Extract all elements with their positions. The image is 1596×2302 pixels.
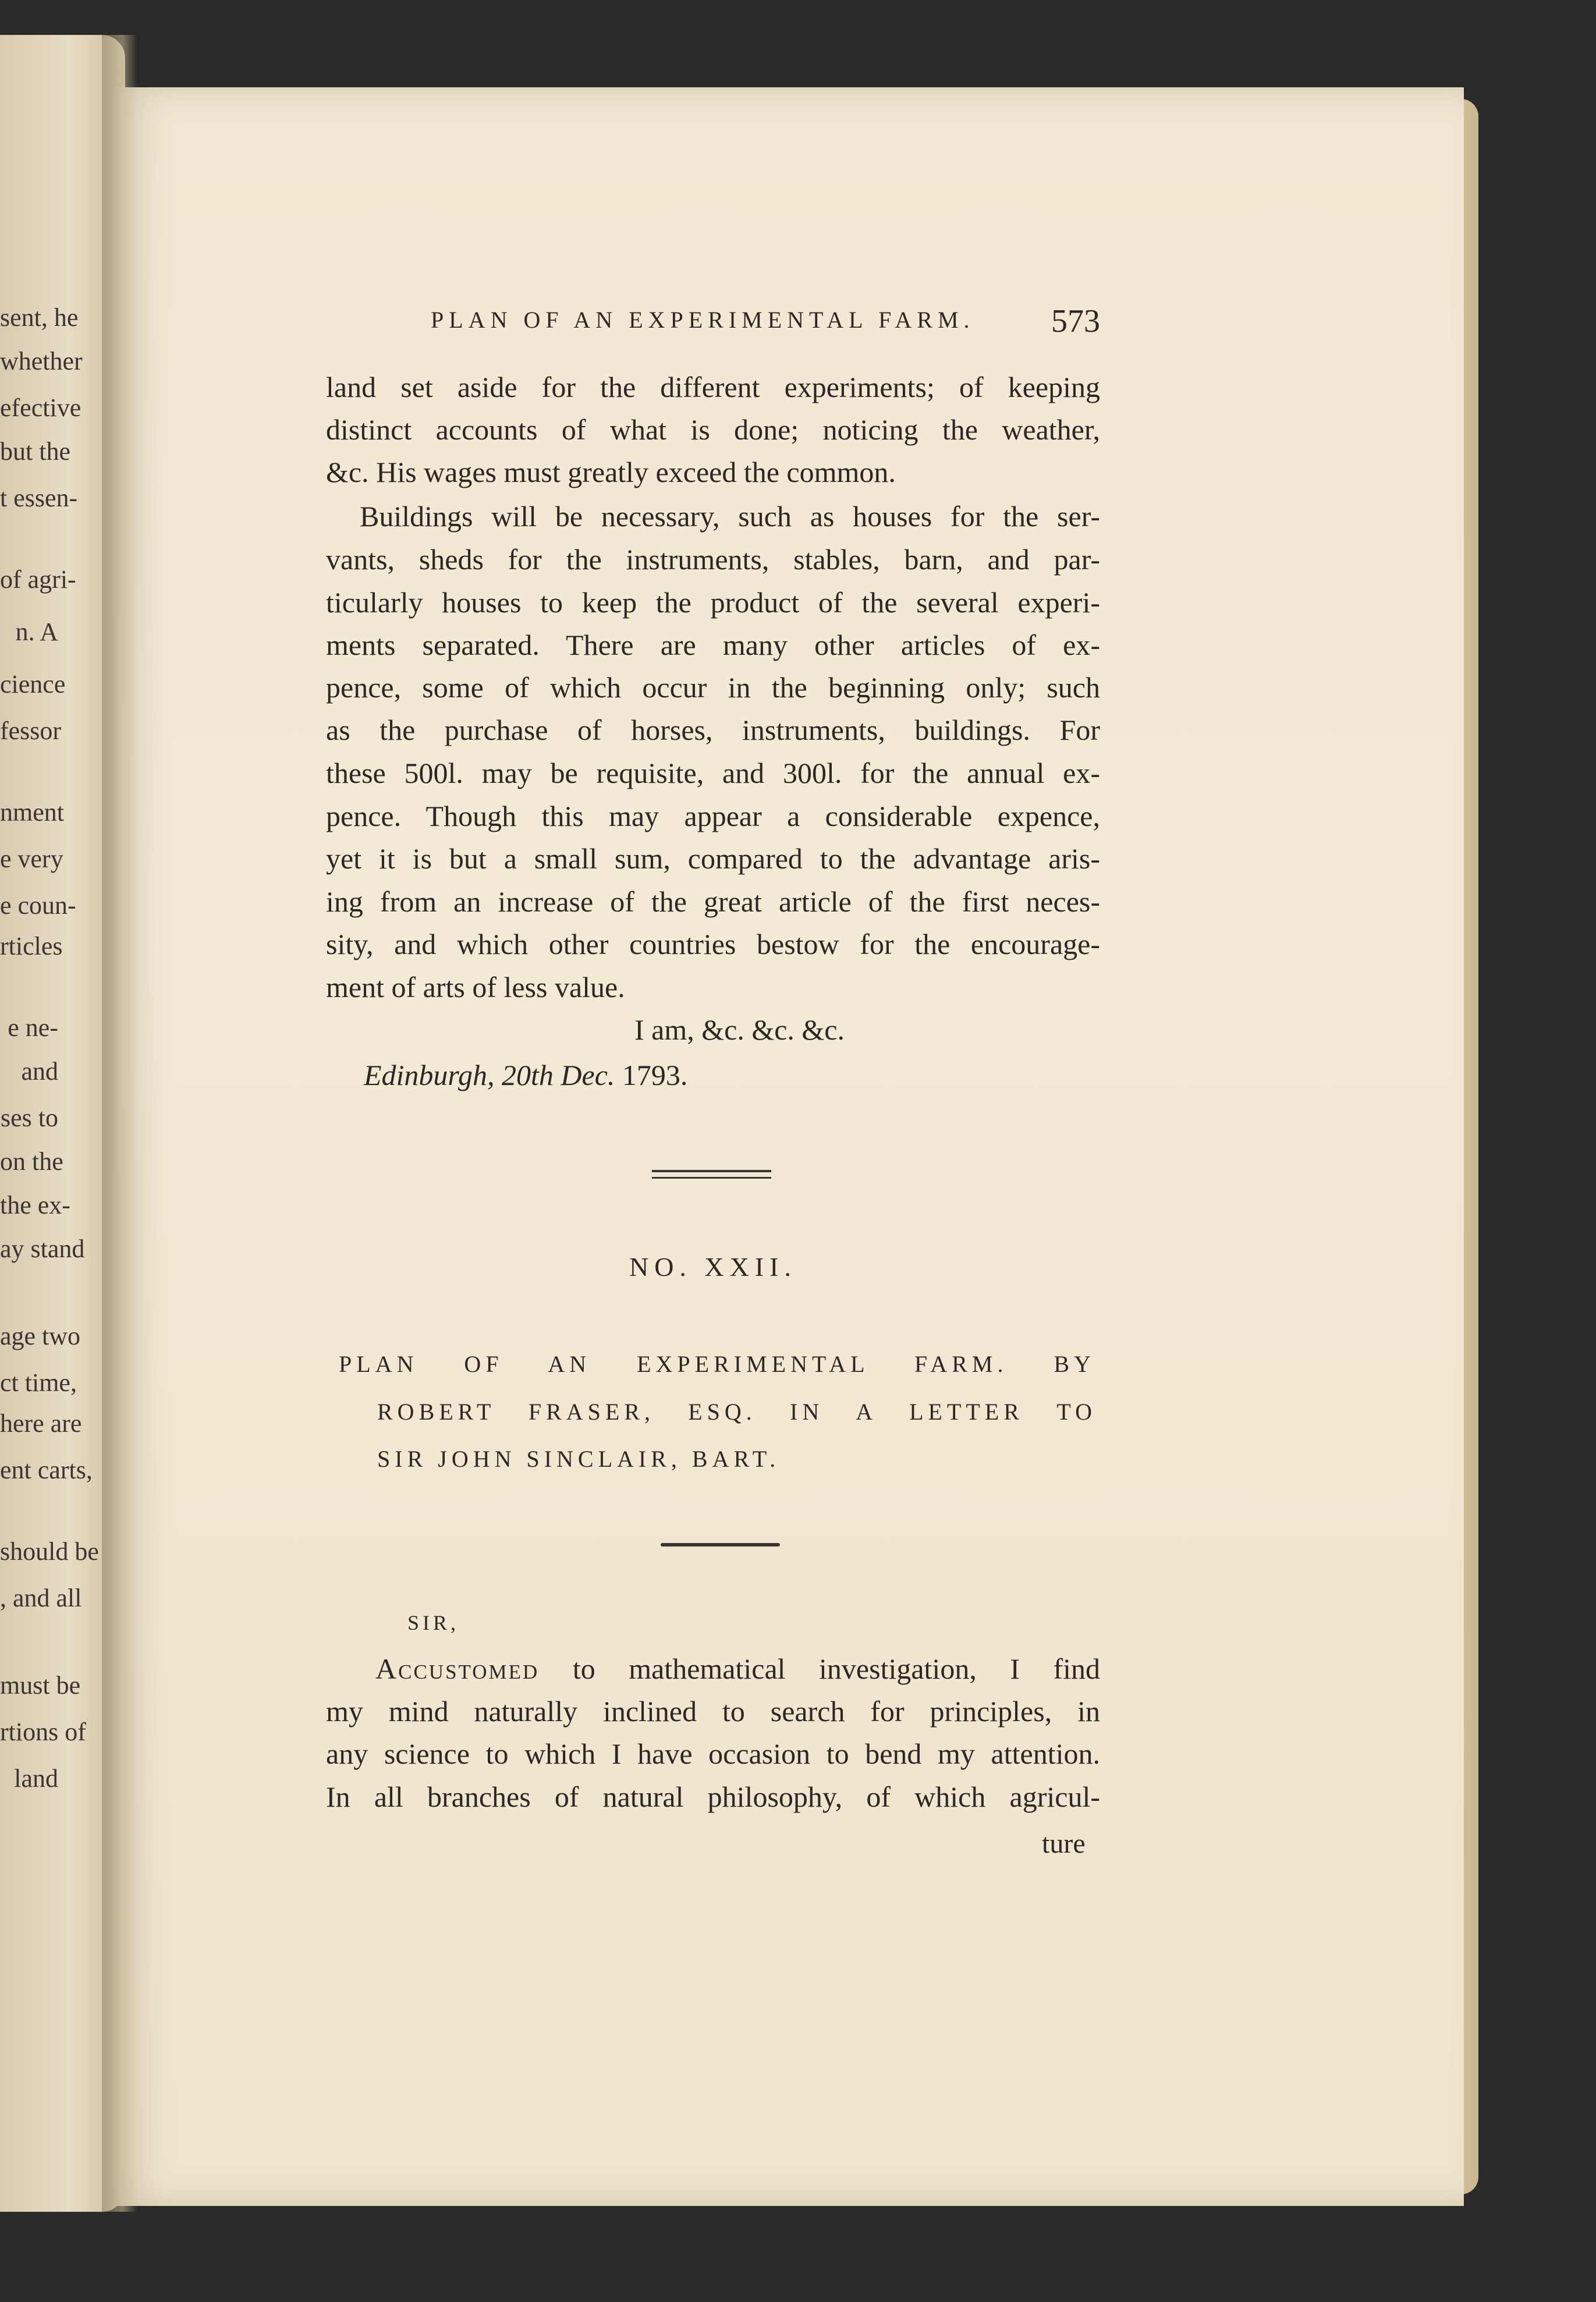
left-page-line: e very [0, 845, 63, 873]
double-rule-bottom [652, 1177, 771, 1179]
body-line: land set aside for the different experiments; of keeping [326, 371, 1100, 403]
signoff-line [364, 1060, 829, 1090]
letter-line: any science to which I have occasion to bend my attention. [326, 1737, 1100, 1770]
ornamental-rule [661, 1543, 780, 1547]
letter-line [375, 1654, 1100, 1683]
body-line: pence, some of which occur in the beginning only; such [326, 671, 1100, 704]
running-head-title: PLAN OF AN EXPERIMENTAL FARM. [431, 307, 975, 333]
left-page-line: should be [0, 1537, 99, 1566]
left-page-line: age two [0, 1322, 81, 1350]
left-page-line: of agri- [0, 565, 76, 594]
left-page-line: fessor [0, 717, 62, 745]
left-page-line: on the [0, 1147, 63, 1176]
running-head [326, 303, 1100, 343]
left-page-line: land [14, 1764, 58, 1793]
section-title-line: SIR JOHN SINCLAIR, BART. [377, 1446, 781, 1472]
body-line: these 500l. may be requisite, and 300l. for the annual ex- [326, 757, 1100, 789]
closing-line: I am, &c. &c. &c. [634, 1013, 845, 1046]
left-page-line: rticles [0, 932, 63, 960]
left-page-line: cience [0, 670, 66, 698]
left-page-line: but the [0, 437, 70, 466]
signoff-place-date: Edinburgh, 20th Dec. [364, 1059, 615, 1091]
left-page-line: e ne- [8, 1013, 58, 1042]
left-page-line: whether [0, 347, 83, 375]
letter-line: In all branches of natural philosophy, of which agricul- [326, 1780, 1100, 1813]
signoff-year: 1793. [622, 1059, 688, 1091]
right-page [114, 87, 1464, 2206]
left-page-line: ct time, [0, 1368, 77, 1397]
left-page-line: rtions of [0, 1718, 86, 1746]
section-title-line: ROBERT FRASER, ESQ. IN A LETTER TO [377, 1399, 1097, 1425]
body-line: distinct accounts of what is done; noticing the weather, [326, 413, 1100, 446]
double-rule-top [652, 1170, 771, 1172]
body-line: ticularly houses to keep the product of the several experi- [326, 586, 1100, 619]
body-line: ments separated. There are many other articles of ex- [326, 629, 1100, 661]
catchword: ture [1042, 1828, 1086, 1859]
left-page-line: , and all [0, 1584, 82, 1612]
left-page-line: ay stand [0, 1235, 85, 1263]
left-page-line: here are [0, 1409, 82, 1438]
left-page-line: nment [0, 798, 64, 827]
book-gutter [102, 35, 137, 2212]
salutation: SIR, [407, 1611, 460, 1634]
section-title-line: PLAN OF AN EXPERIMENTAL FARM. BY [339, 1351, 1095, 1377]
section-number: NO. XXII. [629, 1252, 797, 1282]
body-line: pence. Though this may appear a considerable expence, [326, 800, 1100, 832]
body-line: ing from an increase of the great article of the first neces- [326, 885, 1100, 918]
left-page-line: ses to [1, 1104, 58, 1132]
body-line: yet it is but a small sum, compared to the advantage aris- [326, 842, 1100, 875]
body-line: &c. His wages must greatly exceed the common. [326, 456, 896, 488]
letter-line-text: to mathematical investigation, I find [572, 1652, 1101, 1685]
left-page-line: efective [0, 393, 81, 422]
body-line: as the purchase of horses, instruments, buildings. For [326, 714, 1100, 746]
left-page-line: sent, he [0, 303, 79, 332]
left-page-line: ent carts, [0, 1456, 93, 1484]
left-page-line: must be [0, 1671, 81, 1700]
body-line: ment of arts of less value. [326, 971, 625, 1003]
left-page-line: and [21, 1057, 58, 1086]
left-page-line: the ex- [0, 1191, 70, 1219]
left-page-line: e coun- [0, 891, 76, 920]
body-line: Buildings will be necessary, such as houses for the ser- [360, 500, 1100, 533]
left-page-line: n. A [15, 618, 58, 646]
body-line: sity, and which other countries bestow for the encourage- [326, 928, 1100, 960]
body-line: vants, sheds for the instruments, stables, barn, and par- [326, 543, 1100, 576]
page-number: 573 [1051, 303, 1100, 339]
letter-line: my mind naturally inclined to search for principles, in [326, 1695, 1100, 1728]
left-page-line: t essen- [0, 484, 78, 512]
letter-opening-word: Accustomed [375, 1652, 540, 1685]
